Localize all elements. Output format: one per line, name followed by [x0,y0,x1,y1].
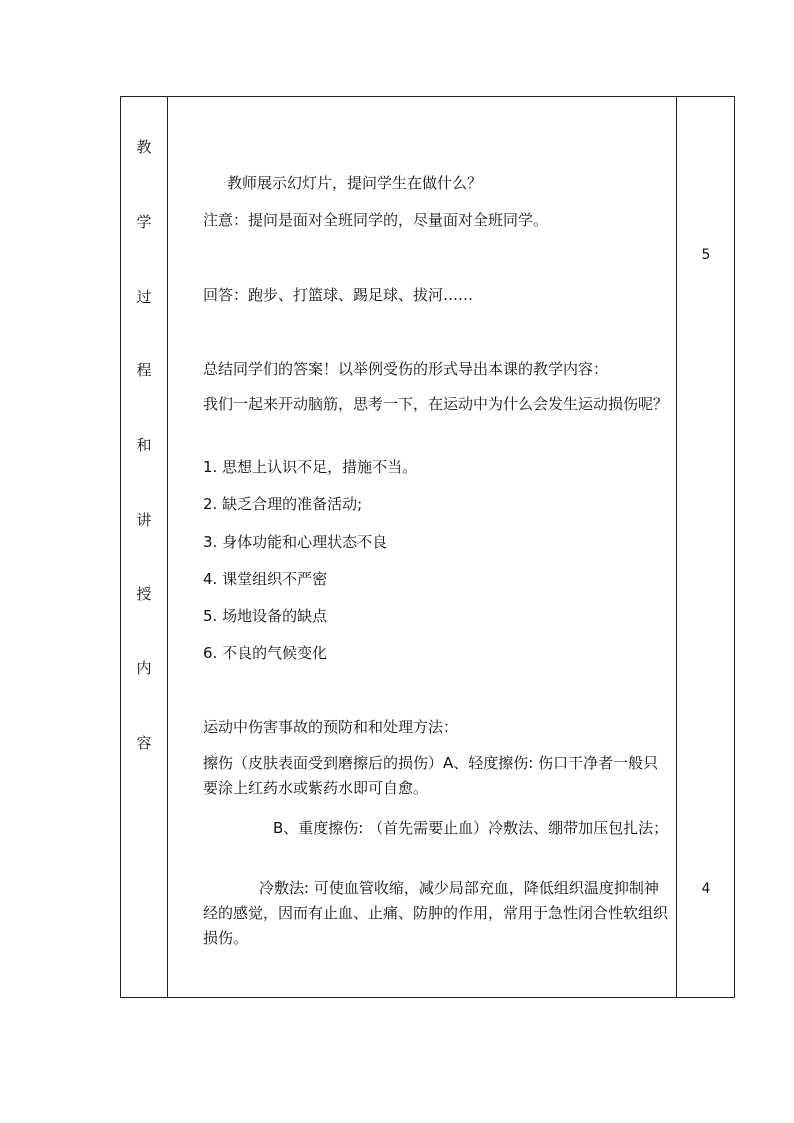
note-text: 注意：提问是面对全班同学的，尽量面对全班同学。 [203,211,549,229]
section-label-char: 讲 [136,511,152,529]
section-label-char: 过 [136,288,152,306]
list-item: 4. 课堂组织不严密 [203,570,328,588]
section-label-char: 内 [136,659,152,677]
list-item: 3. 身体功能和心理状态不良 [203,533,388,551]
lesson-table [120,96,735,998]
cold-compress-paragraph: 冷敷法: 可使血管收缩，减少局部充血，降低组织温度抑制神经的感觉，因而有止血、止痛、防肿的作用，常用于急性闭合性软组织损伤。 [203,879,669,947]
answer-text: 回答：跑步、打篮球、踢足球、拔河…… [203,286,474,304]
time-minutes: 5 [701,247,711,263]
section-label-char: 容 [136,734,152,752]
list-item: 2. 缺乏合理的准备活动; [203,495,363,513]
list-item: 6. 不良的气候变化 [203,644,328,662]
method-heading: 运动中伤害事故的预防和和处理方法： [203,718,459,736]
section-label-char: 和 [136,436,152,454]
severe-abrasion-paragraph: B、重度擦伤: （首先需要止血）冷敷法、绷带加压包扎法； [273,819,669,837]
section-label-char: 授 [136,585,152,603]
summary-text: 总结同学们的答案！以举例受伤的形式导出本课的教学内容： [203,360,609,378]
abrasion-paragraph: 擦伤（皮肤表面受到磨擦后的损伤）A、轻度擦伤: 伤口干净者一般只要涂上红药水或紫药水即可自愈。 [203,754,659,797]
section-label-char: 程 [136,361,152,379]
intro-text: 教师展示幻灯片，提问学生在做什么？ [227,174,483,192]
time-minutes: 4 [701,881,711,897]
column-divider [676,97,677,997]
section-label-char: 学 [136,213,152,231]
question-text: 我们一起来开动脑筋，思考一下，在运动中为什么会发生运动损伤呢？ [203,395,669,413]
column-divider [167,97,168,997]
list-item: 1. 思想上认识不足，措施不当。 [203,458,418,476]
list-item: 5. 场地设备的缺点 [203,607,328,625]
section-label-char: 教 [136,138,152,156]
